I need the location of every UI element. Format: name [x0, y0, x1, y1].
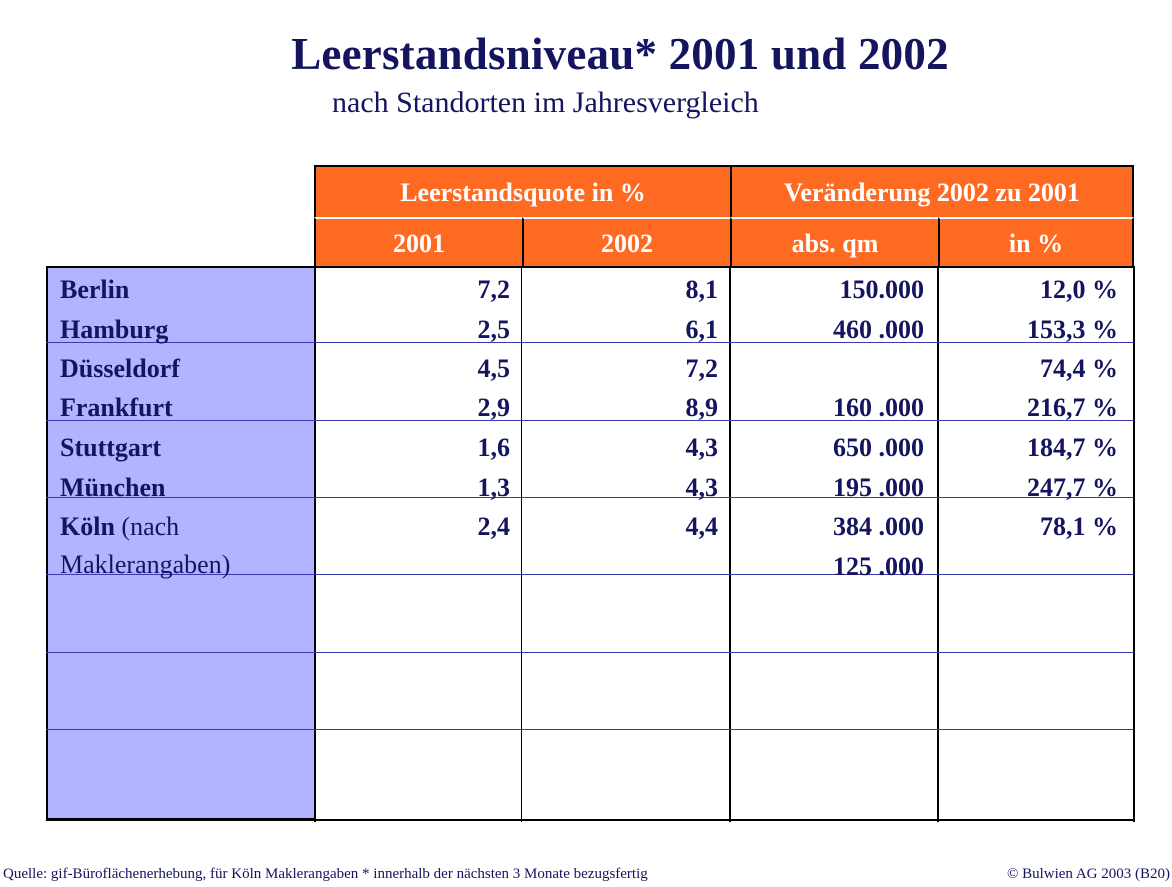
value-in-prozent: 184,7 % — [1027, 433, 1118, 462]
value-abs-qm: 384 .000 — [833, 512, 924, 541]
city-label — [60, 393, 173, 423]
column-divider — [521, 266, 522, 822]
row-divider — [46, 420, 1134, 421]
value-2002: 4,4 — [685, 512, 718, 541]
city-label — [60, 433, 161, 463]
col-header-2001-label: 2001 — [393, 229, 445, 258]
column-divider — [937, 266, 939, 822]
value-in-prozent: 74,4 % — [1040, 354, 1118, 383]
city-name: Frankfurt — [60, 393, 173, 422]
city-name: Düsseldorf — [60, 354, 180, 383]
value-2002: 8,9 — [685, 393, 718, 422]
row-divider — [46, 652, 1134, 653]
city-label — [60, 473, 165, 503]
group-header-leerstandsquote-label: Leerstandsquote in % — [400, 178, 646, 207]
value-abs-qm: 150.000 — [839, 275, 924, 304]
value-abs-qm: 195 .000 — [833, 473, 924, 502]
city-name: Köln — [60, 512, 115, 541]
group-header-leerstandsquote — [314, 165, 730, 217]
city-name: München — [60, 473, 166, 502]
value-in-prozent: 153,3 % — [1027, 315, 1118, 344]
value-in-prozent: 216,7 % — [1027, 393, 1118, 422]
value-2002: 4,3 — [685, 473, 718, 502]
page-title: Leerstandsniveau* 2001 und 2002 — [291, 29, 949, 79]
table-bottom-border — [46, 819, 1135, 821]
city-label — [60, 512, 179, 542]
value-abs-qm: 460 .000 — [833, 315, 924, 344]
col-header-abs-qm — [730, 217, 938, 266]
copyright: © Bulwien AG 2003 (B20) — [1006, 866, 1170, 882]
value-2002: 7,2 — [685, 354, 718, 383]
column-divider — [314, 266, 316, 822]
city-label-column — [46, 266, 314, 820]
value-2001: 2,9 — [477, 393, 510, 422]
value-in-prozent: 247,7 % — [1027, 473, 1118, 502]
city-label — [60, 315, 168, 345]
row-divider — [46, 342, 1134, 343]
row-divider — [46, 729, 1134, 730]
city-name: Stuttgart — [60, 433, 162, 462]
value-in-prozent: 12,0 % — [1040, 275, 1118, 304]
group-header-veraenderung-label: Veränderung 2002 zu 2001 — [784, 178, 1080, 207]
city-name: Hamburg — [60, 315, 169, 344]
city-name: Berlin — [60, 275, 130, 304]
source-note: Quelle: gif-Büroflächenerhebung, für Köln Maklerangaben * innerhalb der nächsten 3 Monate bezugsfertig — [3, 866, 648, 882]
value-2001: 2,5 — [477, 315, 510, 344]
col-header-in-prozent-label: in % — [1008, 229, 1064, 258]
value-in-prozent: 78,1 % — [1040, 512, 1118, 541]
value-abs-qm: 160 .000 — [833, 393, 924, 422]
city-label — [60, 354, 180, 384]
value-2001: 1,3 — [477, 473, 510, 502]
col-header-2001 — [314, 217, 522, 266]
value-abs-qm-line2: 125 .000 — [833, 552, 924, 581]
col-header-in-prozent — [938, 217, 1134, 266]
city-note: (nach — [114, 512, 180, 541]
city-note-line2: Maklerangaben) — [60, 550, 231, 579]
value-2002: 8,1 — [685, 275, 718, 304]
group-header-veraenderung — [730, 165, 1134, 217]
col-header-2002-label: 2002 — [601, 229, 653, 258]
row-divider — [46, 497, 1134, 498]
value-2001: 1,6 — [477, 433, 510, 462]
page-subtitle: nach Standorten im Jahresvergleich — [332, 86, 759, 119]
column-divider — [729, 266, 731, 822]
col-header-2002 — [522, 217, 730, 266]
col-header-abs-qm-label: abs. qm — [791, 229, 879, 258]
column-divider — [1133, 266, 1135, 822]
city-label — [60, 275, 129, 305]
value-abs-qm: 650 .000 — [833, 433, 924, 462]
value-2001: 7,2 — [477, 275, 510, 304]
value-2001: 2,4 — [477, 512, 510, 541]
value-2001: 4,5 — [477, 354, 510, 383]
value-2002: 6,1 — [685, 315, 718, 344]
value-2002: 4,3 — [685, 433, 718, 462]
table-top-border — [314, 266, 1135, 268]
